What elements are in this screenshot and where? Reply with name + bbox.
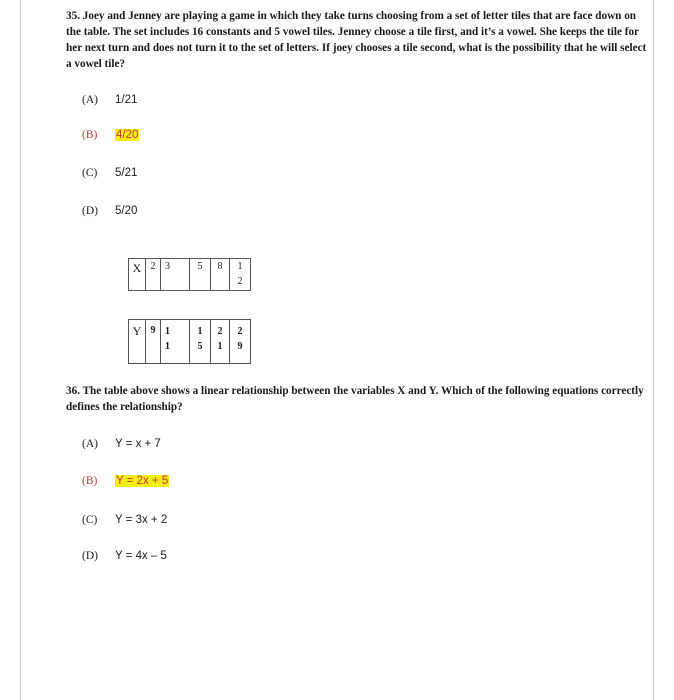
x-cell: 2 — [146, 259, 161, 291]
q35-option-a[interactable] — [82, 93, 137, 107]
y-digit: 1 — [197, 326, 203, 337]
q35-option-d[interactable] — [82, 204, 137, 218]
q36-option-a[interactable] — [82, 437, 161, 451]
x-cell: 5 — [190, 259, 211, 291]
option-value: 1/21 — [115, 94, 138, 106]
q35-option-c[interactable] — [82, 166, 137, 180]
y-cell-stacked — [161, 320, 190, 364]
question-35-text: 35. Joey and Jenney are playing a game in which they take turns choosing from a set of letter tiles that are face down on the table. The set includes 16 constants and 5 vowel tiles. Jenney choose a tile first, and it’s a vowel. She keeps the tile for her next turn and does not turn it to the set of letters. If joey chooses a tile second, what is the possibility that he will select a vowel tile? — [66, 10, 647, 70]
x-values-table — [128, 258, 251, 291]
option-letter: (A) — [82, 438, 98, 450]
option-letter: (D) — [82, 205, 98, 217]
y-digit: 9 — [237, 341, 243, 352]
y-cell-stacked — [190, 320, 211, 364]
option-value: Y = 3x + 2 — [115, 514, 168, 526]
y-digit: 2 — [237, 326, 243, 337]
y-digit: 1 — [217, 341, 223, 352]
q36-option-b[interactable] — [82, 474, 169, 488]
x-digit: 2 — [237, 276, 243, 287]
y-label: Y — [129, 320, 146, 364]
option-value: 5/21 — [115, 167, 138, 179]
y-values-table — [128, 319, 251, 364]
question-36-text: 36. The table above shows a linear relationship between the variables X and Y. Which of the following equations correctly defines the relationship? — [66, 385, 644, 413]
option-letter: (B) — [82, 475, 98, 487]
option-letter: (B) — [82, 129, 98, 141]
highlighted-answer: Y = 2x + 5 — [116, 475, 169, 487]
y-digit: 2 — [217, 326, 223, 337]
q36-option-d[interactable] — [82, 549, 167, 563]
option-letter: (C) — [82, 514, 98, 526]
x-cell: 3 — [161, 259, 190, 291]
highlighted-answer: 4/20 — [116, 129, 139, 141]
y-cell-stacked — [230, 320, 251, 364]
y-cell-stacked — [211, 320, 230, 364]
q35-option-b[interactable] — [82, 128, 139, 142]
option-letter: (A) — [82, 94, 98, 106]
y-digit: 5 — [197, 341, 203, 352]
x-digit: 1 — [237, 261, 243, 272]
x-cell: 8 — [211, 259, 230, 291]
y-digit: 1 — [165, 341, 170, 352]
y-digit: 1 — [165, 326, 170, 337]
option-value: 5/20 — [115, 205, 138, 217]
option-value: Y = x + 7 — [115, 438, 161, 450]
x-cell-stacked — [230, 259, 251, 291]
option-letter: (C) — [82, 167, 98, 179]
q36-option-c[interactable] — [82, 513, 167, 527]
option-letter: (D) — [82, 550, 98, 562]
x-label: X — [129, 259, 146, 291]
option-value: Y = 4x – 5 — [115, 550, 167, 562]
y-cell: 9 — [146, 320, 161, 364]
